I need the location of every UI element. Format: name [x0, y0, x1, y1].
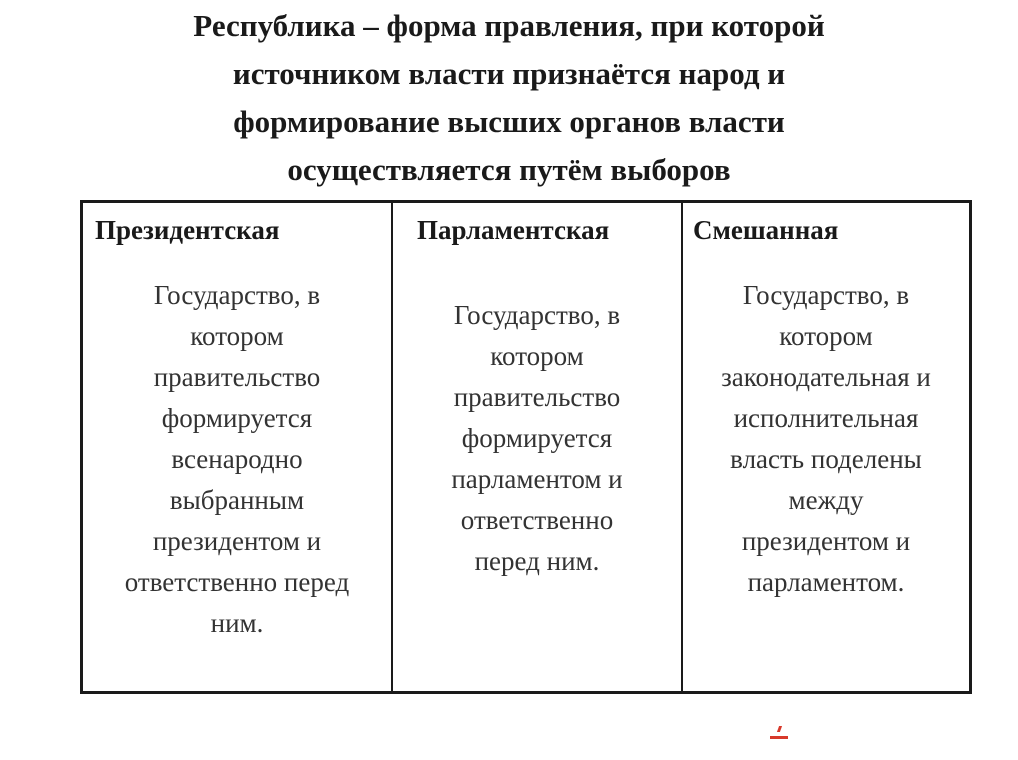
description-line: ним.: [210, 608, 264, 638]
description-line: между: [788, 485, 864, 515]
column-description: [83, 275, 391, 644]
description-line: законодательная и: [721, 362, 931, 392]
description-line: ответственно перед: [124, 567, 350, 597]
description-line: перед ним.: [474, 546, 600, 576]
title-line: Республика – форма правления, при которой: [193, 8, 825, 43]
title-line: осуществляется путём выборов: [287, 152, 731, 187]
description-line: формируется: [461, 423, 613, 453]
description-line: правительство: [153, 362, 321, 392]
slide-title: [20, 2, 998, 194]
title-line: формирование высших органов власти: [233, 104, 785, 139]
description-line: котором: [490, 341, 584, 371]
column-description: [683, 275, 969, 603]
column-heading: Смешанная: [693, 215, 839, 245]
column-presidential: [83, 203, 391, 691]
description-line: Государство, в: [742, 280, 910, 310]
description-line: ответственно: [460, 505, 614, 535]
description-line: Государство, в: [153, 280, 321, 310]
description-line: парламентом.: [747, 567, 905, 597]
description-line: котором: [190, 321, 284, 351]
description-line: власть поделены: [730, 444, 922, 474]
column-heading: Парламентская: [417, 215, 610, 245]
column-heading: Президентская: [95, 215, 280, 245]
description-line: правительство: [453, 382, 621, 412]
description-line: президентом и: [741, 526, 911, 556]
description-line: выбранным: [169, 485, 305, 515]
column-parliamentary: [391, 203, 681, 691]
corner-mark-icon: [770, 736, 788, 739]
description-line: котором: [779, 321, 873, 351]
description-line: всенародно: [171, 444, 303, 474]
description-line: исполнительная: [733, 403, 919, 433]
republic-types-table: [80, 200, 972, 694]
description-line: парламентом и: [451, 464, 623, 494]
column-mixed: [681, 203, 969, 691]
description-line: Государство, в: [453, 300, 621, 330]
column-description: [393, 295, 681, 582]
description-line: президентом и: [152, 526, 322, 556]
title-line: источником власти признаётся народ и: [232, 56, 786, 91]
description-line: формируется: [161, 403, 313, 433]
